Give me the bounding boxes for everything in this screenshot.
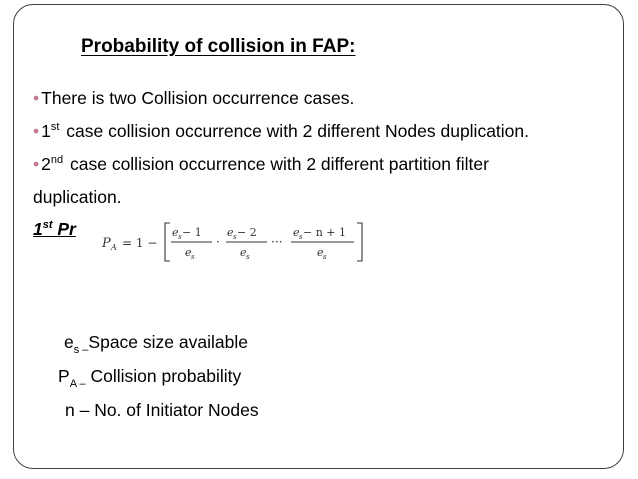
formula-dot: · bbox=[216, 235, 220, 249]
frac2-num: e bbox=[227, 226, 234, 239]
bullet-ordinal: 1 bbox=[41, 121, 51, 141]
frac2-den-sub: s bbox=[246, 253, 250, 261]
definition-text: Collision probability bbox=[85, 366, 242, 386]
subheading-partial bbox=[33, 219, 76, 240]
formula-lhs-sub: A bbox=[111, 243, 117, 252]
bullet-glyph: • bbox=[33, 88, 40, 108]
frac2-num-sub: s bbox=[233, 233, 237, 241]
definition-n bbox=[65, 400, 259, 421]
frac1-den-sub: s bbox=[191, 253, 195, 261]
formula-ellipsis: ··· bbox=[271, 235, 283, 249]
collision-probability-formula bbox=[100, 220, 365, 264]
bullet-text: There is two Collision occurrence cases. bbox=[41, 88, 355, 108]
definition-es bbox=[64, 332, 248, 356]
bullet-glyph: • bbox=[33, 154, 40, 174]
definition-subscript: A – bbox=[69, 378, 86, 390]
frac3-den-sub: s bbox=[323, 253, 327, 261]
frac1-num-rest: − 1 bbox=[182, 226, 202, 239]
bullet-ordinal-suffix: st bbox=[50, 121, 60, 133]
frac1-num-sub: s bbox=[178, 233, 182, 241]
definition-subscript: s – bbox=[73, 344, 89, 356]
bullet-item-3 bbox=[33, 154, 489, 175]
slide-title: Probability of collision in FAP: bbox=[81, 36, 356, 57]
definition-text: Space size available bbox=[88, 332, 248, 352]
frac2-den: e bbox=[240, 246, 247, 259]
frac2-num-rest: − 2 bbox=[237, 226, 257, 239]
frac3-num: e bbox=[293, 226, 300, 239]
bullet-ordinal: 2 bbox=[41, 154, 51, 174]
frac3-den: e bbox=[317, 246, 324, 259]
definition-text: – No. of Initiator Nodes bbox=[74, 400, 259, 420]
bullet-ordinal-suffix: nd bbox=[50, 154, 64, 166]
subheading-ordinal: 1 bbox=[33, 219, 43, 239]
frac1-den: e bbox=[185, 246, 192, 259]
bullet-text: case collision occurrence with 2 different Nodes duplication. bbox=[61, 121, 530, 141]
left-bracket bbox=[165, 223, 170, 261]
subheading-ordinal-suffix: st bbox=[42, 219, 53, 231]
frac3-num-rest: − n + 1 bbox=[303, 226, 347, 239]
formula-equals: = 1 − bbox=[122, 236, 158, 250]
frac3-num-sub: s bbox=[299, 233, 303, 241]
definition-symbol: n bbox=[65, 400, 75, 420]
definition-symbol: e bbox=[64, 332, 74, 352]
frac1-num: e bbox=[172, 226, 179, 239]
bullet-item-1 bbox=[33, 88, 354, 109]
right-bracket bbox=[357, 223, 362, 261]
subheading-text: Pr bbox=[52, 219, 76, 239]
bullet-item-2 bbox=[33, 121, 529, 142]
bullet-glyph: • bbox=[33, 121, 40, 141]
bullet-continuation: duplication. bbox=[33, 187, 122, 207]
definition-symbol: P bbox=[58, 366, 70, 386]
formula-lhs: P bbox=[102, 236, 111, 251]
bullet-text: case collision occurrence with 2 different partition filter bbox=[65, 154, 489, 174]
definition-pa bbox=[58, 366, 241, 390]
